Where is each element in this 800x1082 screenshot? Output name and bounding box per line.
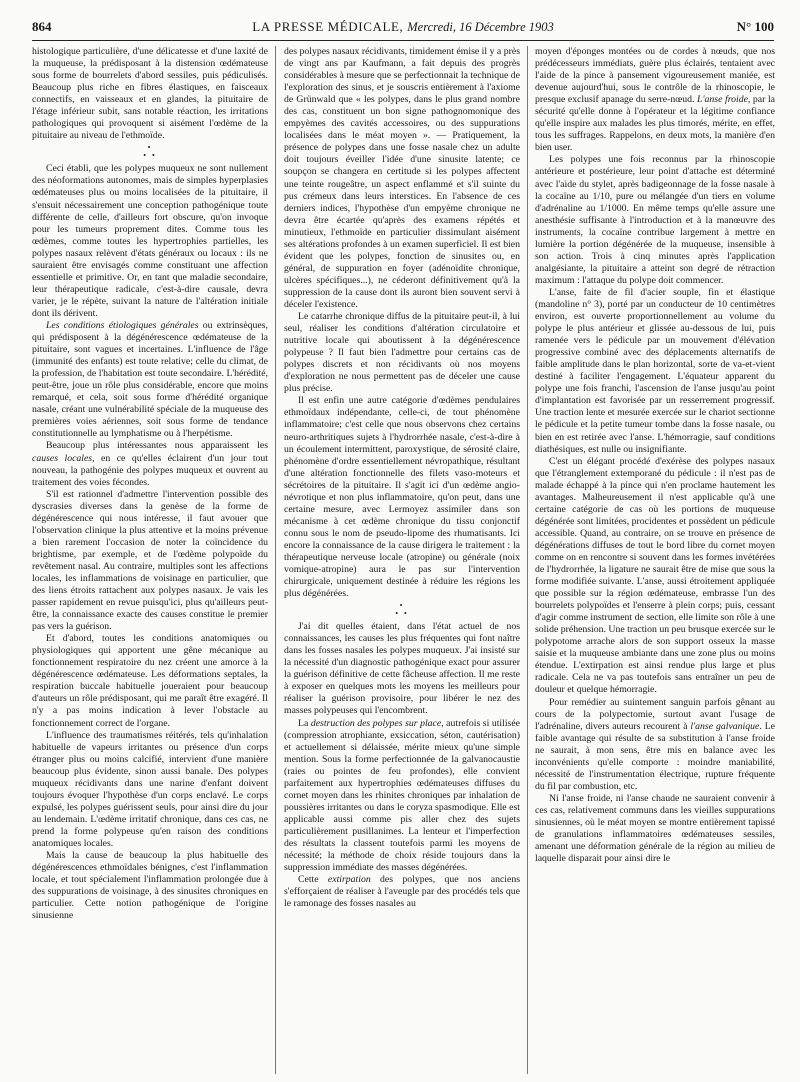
journal-title-line [32, 19, 774, 35]
italic-phrase: L'anse froide [697, 94, 748, 106]
journal-title: LA PRESSE MÉDICALE, [252, 19, 404, 34]
paragraph: Mais la cause de beaucoup la plus habituelle des dégénérescences ethmoïdales bénignes, c'est l'inflammation locale, et tout spécialement l'inflammation prolongée due à des suppurations de voisinage, à des sinusites chroniques en particulier. Cette notion pathogénique de l'origine sinusienne [32, 850, 268, 922]
section-separator [284, 602, 520, 618]
paragraph-text: Pour remédier au suintement sanguin parfois gênant au cours de la polypectomie, surtout avant l'usage de l'adrénaline, divers auteurs recourent à [535, 696, 775, 732]
paragraph-text: ou extrinsèques, qui prédisposent à la dégénérescence œdémateuse de la pituitaire, sont vagues et incertaines. L'influence de l'âge (immunité des enfants) est toute relative; celle du climat, de la profession, de l'habitation est toute secondaire. L'hérédité, peut-être, joue un rôle plus considérable, encore que moins remarqué, et cela, soit sous forme d'hérédité organique nasale, créant une vulnérabilité spéciale de la muqueuse des premières voies aériennes, soit sous forme de tendance constitutionnelle au lymphatisme ou à l'herpétisme. [32, 319, 268, 440]
italic-phrase: Les conditions étiologiques générales [46, 319, 199, 331]
paragraph: L'influence des traumatismes réitérés, tels qu'inhalation habituelle de vapeurs irritantes ou présence d'un corps étranger plus ou moins calcifié, intervient d'une manière beaucoup plus évidente, sinon aussi banale. Des polypes muqueux récidivants dans une narine d'enfant doivent toujours évoquer l'hypothèse d'un corps enclavé. Le corps expulsé, les polypes guérissent seuls, pour ainsi dire du jour au lendemain. L'œdème irritatif chronique, dans ces cas, ne prend la forme polypeuse qu'en raison des conditions anatomiques locales. [32, 729, 268, 849]
column-middle [284, 46, 520, 1074]
paragraph-text: . Le faible avantage qui résulte de sa substitution à l'anse froide ne saurait, à mon sens, être mis en balance avec les inconvénients qu'elle comporte : moindre maniabilité, nécessité de l'instrumentation électrique, rupture fréquente du fil par combustion, etc. [535, 720, 775, 792]
issue-date: Mercredi, 16 Décembre 1903 [407, 20, 554, 34]
column-rule [527, 46, 528, 1074]
paragraph: J'ai dit quelles étaient, dans l'état actuel de nos connaissances, les causes les plus fréquentes qui font naître dans les fosses nasales les polypes muqueux. J'ai insisté sur la nécessité d'un diagnostic pathogénique exact pour assurer la guérison définitive de cette fâcheuse affection. Il me reste à exposer en quelques mots les moyens les meilleurs pour réaliser la guérison provisoire, pour libérer le nez des masses polypeuses qui l'encombrent. [284, 621, 520, 717]
page-header [32, 18, 774, 41]
italic-phrase: destruction des polypes sur place [310, 717, 442, 729]
paragraph: Les polypes une fois reconnus par la rhinoscopie antérieure et postérieure, leur point d'attache est déterminé avec l'aide du stylet, après badigeonnage de la fosse nasale à la cocaïne au 1/10, pure ou mélangée d'un tiers en volume d'adrénaline au 1/1000. En même temps qu'elle assure une anesthésie suffisante à l'introduction et à la manœuvre des instruments, la cocaïne contribue largement à mettre en lumière la portion dégénérée de la muqueuse, insensible à son action. Trois à cinq minutes après l'application analgésiante, la pituitaire a atteint son degré de rétraction maximum : l'attaque du polype doit commencer. [535, 154, 775, 286]
page-number: 864 [32, 19, 52, 34]
paragraph: L'anse, faite de fil d'acier souple, fin et élastique (mandoline n° 3), porté par un conducteur de 10 centimètres environ, est ouverte proportionnellement au volume du polype le plus antérieur et glissée au-dessous de lui, puis ramenée vers le pédicule par un mouvement d'élévation progressive combiné avec des déplacements alternatifs de faible amplitude dans le plan horizontal, sorte de va-et-vient destiné à faciliter l'engagement. L'équateur apparent du polype une fois franchi, l'ascension de l'anse jusqu'au point d'implantation est favorisée par un resserrement progressif. Une traction lente et mesurée exercée sur le chariot sectionne le pédicule et la petite tumeur tombe dans la fosse nasale, ou bien en est retirée avec l'anse. L'hémorragie, sauf conditions diathésiques, est nulle ou insignifiante. [535, 286, 775, 455]
paragraph-text: , autrefois si utilisée (compression atrophiante, exsiccation, séton, cautérisation) et actuellement si délaissée, mérite mieux qu'une simple mention. Sous la forme perfectionnée de la galvanocaustie (raies ou pointes de feu profondes), elle convient parfaitement aux hypertrophies œdémateuses diffuses du cornet moyen dans les rhinites chroniques par inhalation de poussières irritantes ou dans le coryza spasmodique. Elle est applicable aussi comme pis aller chez des sujets particulièrement pusillanimes. La lenteur et l'imperfection des résultats la classent toutefois parmi les moyens de nécessité; la méthode de choix réside toujours dans la suppression immédiate des masses dégénérées. [284, 717, 520, 874]
paragraph: Il est enfin une autre catégorie d'œdèmes pendulaires ethmoïdaux indépendante, celle-ci, de tout phénomène inflammatoire; c'est celle que nous observons chez certains neuro-arthritiques sujets à l'hydrorrhée nasale, c'est-à-dire à un écoulement intermittent, paroxystique, de sérosité claire, phénomène d'ordre essentiellement névropathique, résultant d'une altération fonctionnelle des filets vaso-moteurs et sécrétoires de la pituitaire. Il s'agit ici d'un œdème angio-névrotique et non plus inflammatoire, qu'on peut, dans une certaine mesure, avec Lermoyez assimiler dans son mécanisme à cet œdème chronique du tissu conjonctif connu sous le nom de pseudo-lipome des rhumatisants. Ici encore la connaissance de la cause dirigera le traitement : la thérapeutique nerveuse locale (atropine) ou générale (noix vomique-atropine) aura le pas sur l'intervention chirurgicale, uniquement destinée à réduire les régions les plus dégénérées. [284, 395, 520, 600]
italic-phrase: causes locales [32, 452, 93, 464]
section-separator [32, 144, 268, 160]
column-rule [275, 46, 276, 1074]
paragraph-text: La [298, 717, 311, 729]
issue-number: N° 100 [736, 19, 774, 34]
paragraph [535, 46, 775, 154]
paragraph-text: Beaucoup plus intéressantes nous apparaissent les [46, 440, 268, 452]
column-right [535, 46, 775, 1074]
separator-top: • [147, 143, 153, 153]
italic-phrase: l'anse galvanique [690, 720, 760, 732]
paragraph-text: , en ce qu'elles éclairent d'un jour tout nouveau, la pathogénie des polypes muqueux et ouvrent au traitement des voies fécondes. [32, 452, 268, 488]
paragraph: des polypes nasaux récidivants, timidement émise il y a près de vingt ans par Kaufmann, a fait depuis des progrès considérables à mesure que se perfectionnait la technique de l'exploration des sinus, et je souscris entièrement à l'axiome de Grünwald que « les polypes, dans le plus grand nombre des cas, constituent un bon signe pathognomonique des empyèmes des cavités accessoires, ou des suppurations localisées dans le méat moyen ». — Pratiquement, la présence de polypes dans une fosse nasale chez un adulte doit toujours éveiller l'idée d'une sinusite latente; ce soupçon se changera en certitude si les polypes affectent une teinte rougeâtre, un aspect enflammé et s'il suinte du pus crémeux dans leurs interstices. En l'absence de ces derniers indices, l'hypothèse d'un empyème chronique ne devra être écartée qu'après des examens répétés et minutieux, l'ethmoïde en particulier dissimulant aisément ses altérations profondes à un examen superficiel. Il est bien évident que les polypes, fonction de sinusites ou, en général, de suppuration en foyer (adénoïdite chronique, ulcères spécifiques...), ne céderont définitivement qu'à la suppression de la cause dont ils auront bien souvent servi à déceler l'existence. [284, 46, 520, 310]
paragraph: C'est un élégant procédé d'exérèse des polypes nasaux que l'étranglement extemporané du pédicule : il n'est pas de malade échappé à la pince qui n'en proclame hautement les avantages. Malheureusement il n'est applicable qu'à une certaine catégorie de cas où les portions de muqueuse dégénérée sont limitées, procidentes et possèdent un pédicule accessible. Quand, au contraire, on se trouve en présence de dégénérations diffuses de tout le bord libre du cornet moyen comme on en rencontre si souvent dans les formes invétérées de l'hydrorrhée, la ligature ne saurait être de mise que sous la forme modifiée suivante. L'anse, aussi étroitement appliquée que possible sur la région œdémateuse, embrasse l'un des bourrelets polypoïdes et l'enserre à plein corps; puis, cessant d'agir comme instrument de section, elle limite son rôle à une solide préhension. Une traction un peu brusque exercée sur le polypotome arrache alors de son support osseux la masse saisie et la muqueuse ambiante dans une zone plus ou moins étendue. L'extirpation est ainsi rendue plus large et plus radicale. Cela ne va pas toutefois sans entraîner un peu de douleur et quelque hémorragie. [535, 455, 775, 696]
paragraph-text: Cette [298, 874, 328, 886]
paragraph: Ceci établi, que les polypes muqueux ne sont nullement des néoformations autonomes, mais de simples hyperplasies œdémateuses plus ou moins localisées de la pituitaire, il s'ensuit nécessairement une conception pathogénique toute différente de celle, d'ailleurs fort obscure, qu'on invoque pour les tumeurs proprement dites. Comme tous les œdèmes, comme toutes les hypertrophies partielles, les polypes nasaux relèvent d'états généraux ou locaux : ils ne sauraient être envisagés comme constituant une affection essentielle et primitive. Or, en tant que maladie secondaire, leur thérapeutique radicale, c'est-à-dire causale, devra varier, je le répète, suivant la nature de l'altération initiale dont ils dérivent. [32, 163, 268, 319]
paragraph: histologique particulière, d'une délicatesse et d'une laxité de la muqueuse, la prédisposant à la distension œdémateuse sous forme de bourrelets d'abord sessiles, puis pédiculisés. Beaucoup plus riche en fibres élastiques, en faisceaux connectifs, en vaisseaux et en glandes, la pituitaire de l'étage inférieur subit, sans notable réaction, les irritations pathologiques qui provoquent si aisément l'œdème de la pituitaire au niveau de l'ethmoïde. [32, 46, 268, 142]
paragraph [284, 874, 520, 910]
separator-bottom: • • [395, 609, 409, 619]
paragraph-text: moyen d'éponges montées ou de cordes à nœuds, que nos prédécesseurs immédiats, guère plus éclairés, tentaient avec l'aide de la pince à pansement vigoureusement maniée, est devenue aujourd'hui, sous le contrôle de la rhinoscopie, le presque exclusif apanage du serre-nœud. [535, 46, 775, 106]
paragraph [32, 440, 268, 488]
paragraph-text: des polypes, que nos anciens s'efforçaient de réaliser à l'aveugle par des procédés tels que le ramonage des fosses nasales au [284, 874, 520, 910]
paragraph [284, 718, 520, 875]
paragraph-text: , par la sécurité qu'elle donne à l'opérateur et la légitime confiance qu'elle inspire aux malades les plus timorés, mérite, en effet, tous les suffrages. Rappelons, en deux mots, la manière d'en bien user. [535, 94, 775, 154]
paragraph [535, 697, 775, 793]
paragraph: S'il est rationnel d'admettre l'intervention possible des dyscrasies diverses dans la genèse de la forme de dégénérescence qui nous intéresse, il faut avouer que l'observation clinique la plus attentive et la moins prévenue a bien rarement l'occasion de noter la coïncidence du brightisme, par exemple, et de l'œdème polypoïde du revêtement nasal. Au contraire, multiples sont les affections locales, les inflammations de voisinage en particulier, que des liens étroits rattachent aux polypes nasaux. Je vais les passer rapidement en revue puisqu'ici, plus qu'ailleurs peut-être, la connaissance exacte des causes constitue le premier pas vers la guérison. [32, 488, 268, 633]
paragraph: Le catarrhe chronique diffus de la pituitaire peut-il, à lui seul, réaliser les conditions d'altération circulatoire et nutritive locale qui aboutissent à la dégénérescence polypeuse ? Il faut bien l'admettre pour certains cas de polypes discrets et non récidivants où nos moyens d'exploration ne nous permettent pas de déceler une cause plus précise. [284, 311, 520, 395]
italic-phrase: extirpation [327, 874, 371, 886]
separator-top: • [399, 601, 405, 611]
column-left [32, 46, 268, 1074]
paragraph [32, 320, 268, 440]
paragraph: Et d'abord, toutes les conditions anatomiques ou physiologiques qui apportent une gêne mécanique au fonctionnement respiratoire du nez créent une amorce à la dégénérescence œdémateuse. Les déformations septales, la respiration buccale habituelle joueraient pour beaucoup d'auteurs un rôle prédisposant, qui me paraît être exagéré. Il n'y a pas moins indication à lever l'obstacle au fonctionnement correct de l'organe. [32, 633, 268, 729]
separator-bottom: • • [143, 151, 157, 161]
paragraph: Ni l'anse froide, ni l'anse chaude ne sauraient convenir à ces cas, relativement communs dans les vieilles suppurations sinusiennes, où le méat moyen se montre entièrement tapissé de granulations inflammatoires œdémateuses sessiles, amenant une déformation générale de la région au milieu de laquelle disparait pour ainsi dire le [535, 792, 775, 865]
